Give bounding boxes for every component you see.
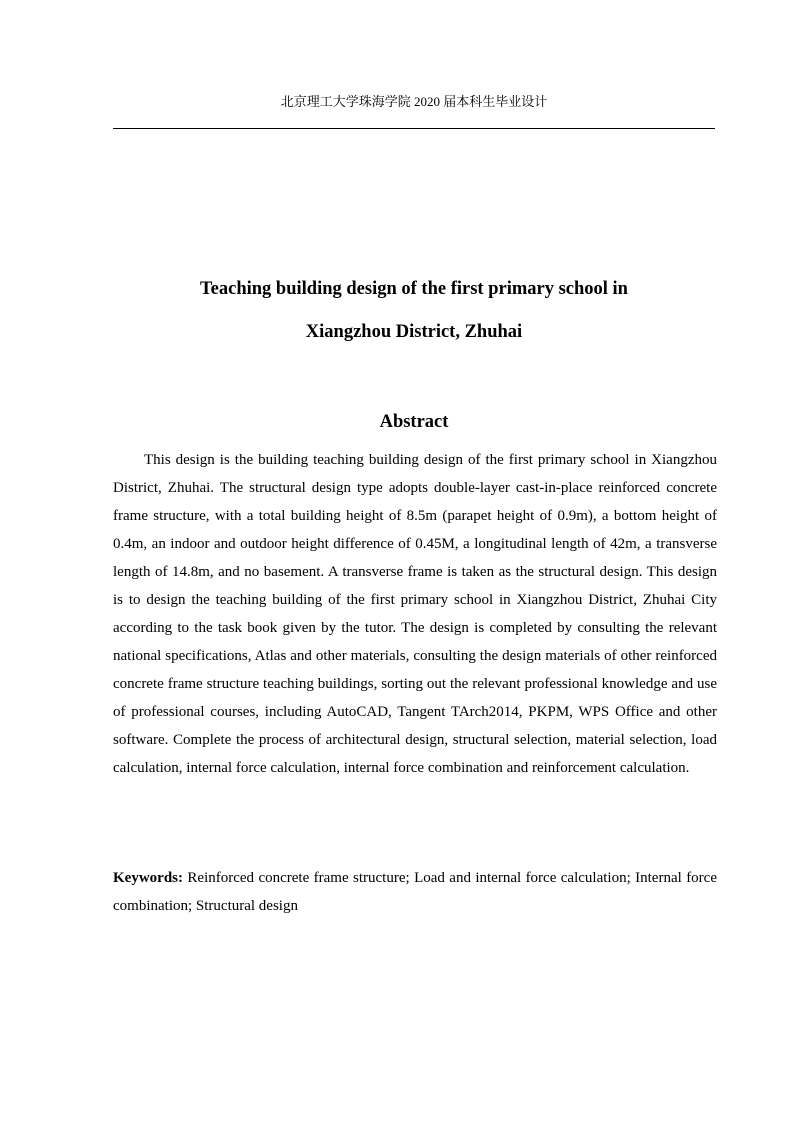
page-header: 北京理工大学珠海学院 2020 届本科生毕业设计: [280, 94, 548, 109]
keywords-paragraph: [113, 864, 717, 920]
abstract-body: This design is the building teaching building design of the first primary school in Xiangzhou District, Zhuhai. The structural design type adopts double-layer cast-in-place reinforced concrete frame structure, with a total building height of 8.5m (parapet height of 0.9m), a bottom height of 0.4m, an indoor and outdoor height difference of 0.45M, a longitudinal length of 42m, a transverse length of 14.8m, and no basement. A transverse frame is taken as the structural design. This design is to design the teaching building of the first primary school in Xiangzhou District, Zhuhai City according to the task book given by the tutor. The design is completed by consulting the relevant national specifications, Atlas and other materials, consulting the design materials of other reinforced concrete frame structure teaching buildings, sorting out the relevant professional knowledge and use of professional courses, including AutoCAD, Tangent TArch2014, PKPM, WPS Office and other software. Complete the process of architectural design, structural selection, material selection, load calculation, internal force calculation, internal force combination and reinforcement calculation.: [113, 452, 717, 776]
thesis-title-line-2: Xiangzhou District, Zhuhai: [305, 322, 523, 342]
header-divider: [113, 128, 715, 129]
thesis-title-line-1: Teaching building design of the first primary school in: [200, 279, 628, 299]
keywords-label: Keywords:: [113, 870, 183, 886]
abstract-heading: Abstract: [379, 412, 449, 432]
keywords-text: Reinforced concrete frame structure; Load and internal force calculation; Internal force combination; Structural design: [113, 870, 717, 914]
